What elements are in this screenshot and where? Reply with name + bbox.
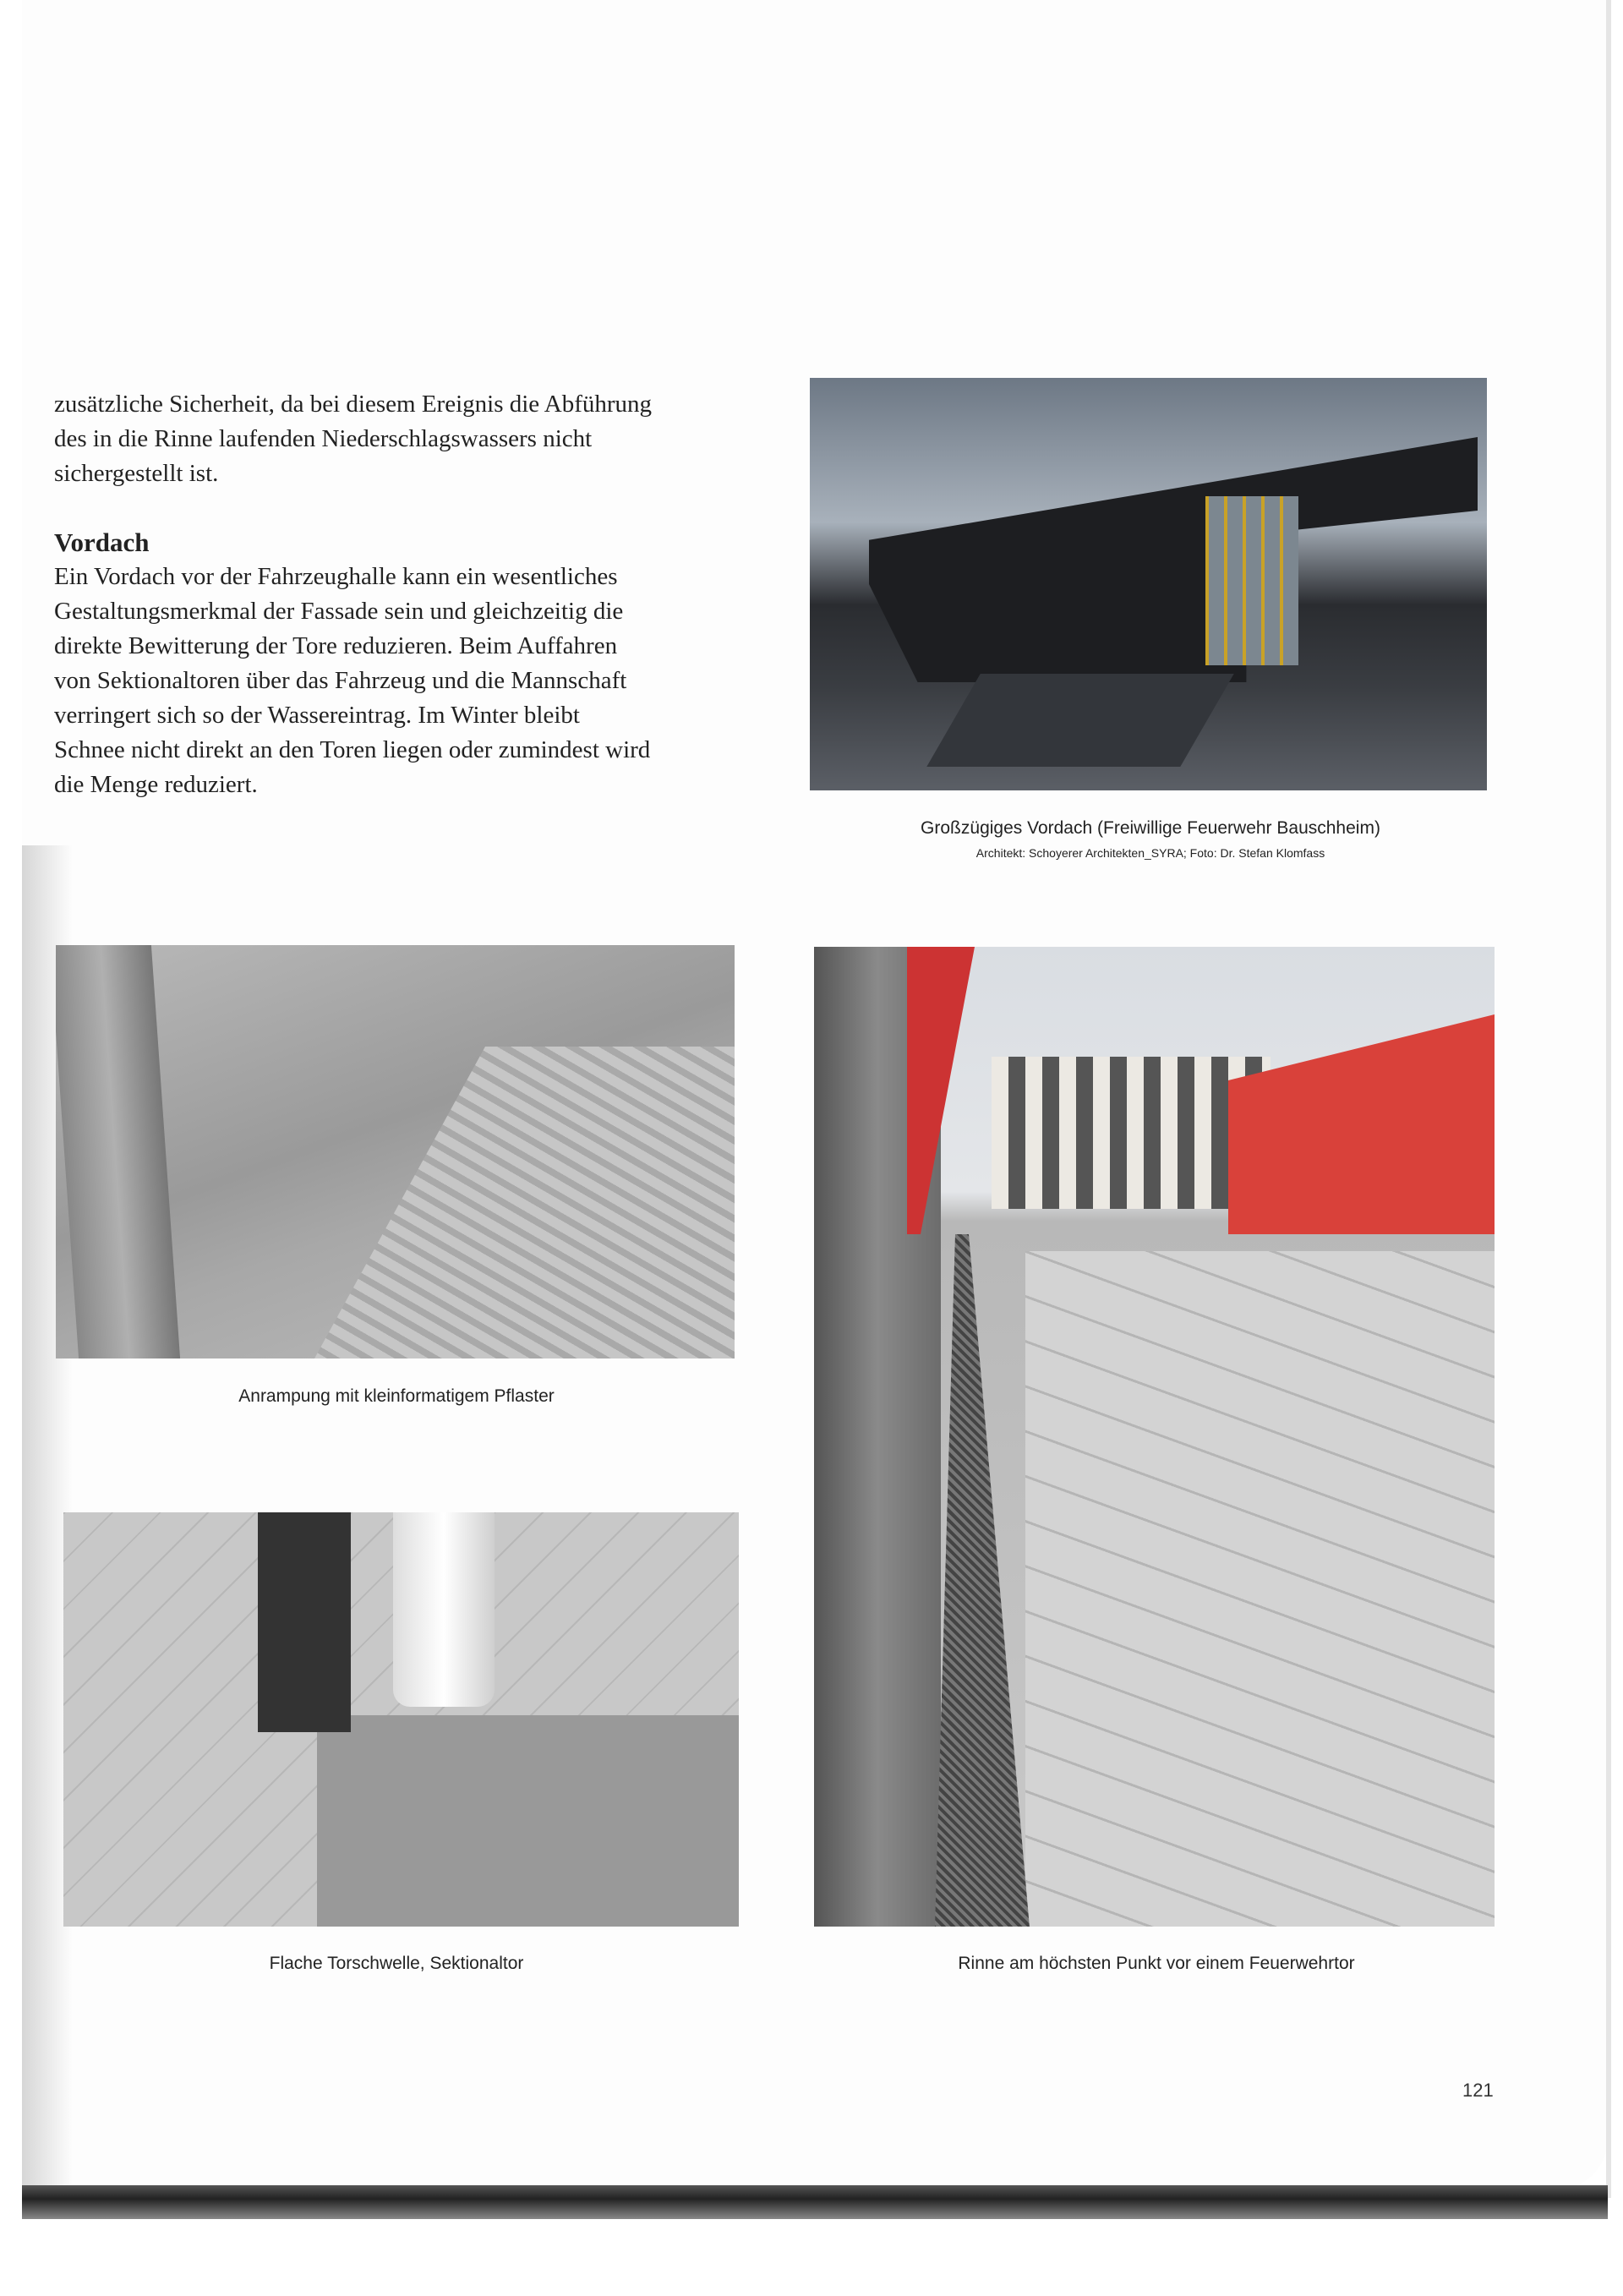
section-heading: Vordach <box>54 528 150 557</box>
text-line: von Sektionaltoren über das Fahrzeug und die Mannschaft <box>54 667 627 694</box>
figure-credit: Architekt: Schoyerer Architekten_SYRA; Foto: Dr. Stefan Klomfass <box>975 846 1325 860</box>
photo-door-threshold <box>63 1512 739 1927</box>
text-line: Ein Vordach vor der Fahrzeughalle kann ein wesentliches <box>54 563 618 590</box>
book-bottom-edge <box>22 2185 1608 2219</box>
page-edge <box>1606 0 1611 2198</box>
figure-caption: Anrampung mit kleinformatigem Pflaster <box>238 1386 555 1406</box>
text-line: des in die Rinne laufenden Niederschlagswassers nicht <box>54 425 593 452</box>
text-line: sichergestellt ist. <box>54 460 219 487</box>
page-number: 121 <box>1462 2080 1494 2101</box>
figure-caption: Flache Torschwelle, Sektionaltor <box>269 1954 524 1973</box>
figure-caption: Rinne am höchsten Punkt vor einem Feuerwehrtor <box>958 1954 1355 1973</box>
photo-ramp-paving <box>56 945 735 1358</box>
text-line: direkte Bewitterung der Tore reduzieren. Beim Auffahren <box>54 632 618 659</box>
photo-canopy-fire-station <box>810 378 1487 790</box>
text-line: Gestaltungsmerkmal der Fassade sein und gleichzeitig die <box>54 598 624 625</box>
body-text <box>54 387 747 802</box>
text-line: Schnee nicht direkt an den Toren liegen oder zumindest wird <box>54 736 651 763</box>
text-line: zusätzliche Sicherheit, da bei diesem Ereignis die Abführung <box>54 391 653 418</box>
text-line: die Menge reduziert. <box>54 771 258 798</box>
text-line: verringert sich so der Wassereintrag. Im Winter bleibt <box>54 702 580 729</box>
photo-drainage-channel <box>814 947 1495 1927</box>
figure-caption: Großzügiges Vordach (Freiwillige Feuerwehr Bauschheim) <box>921 818 1380 838</box>
